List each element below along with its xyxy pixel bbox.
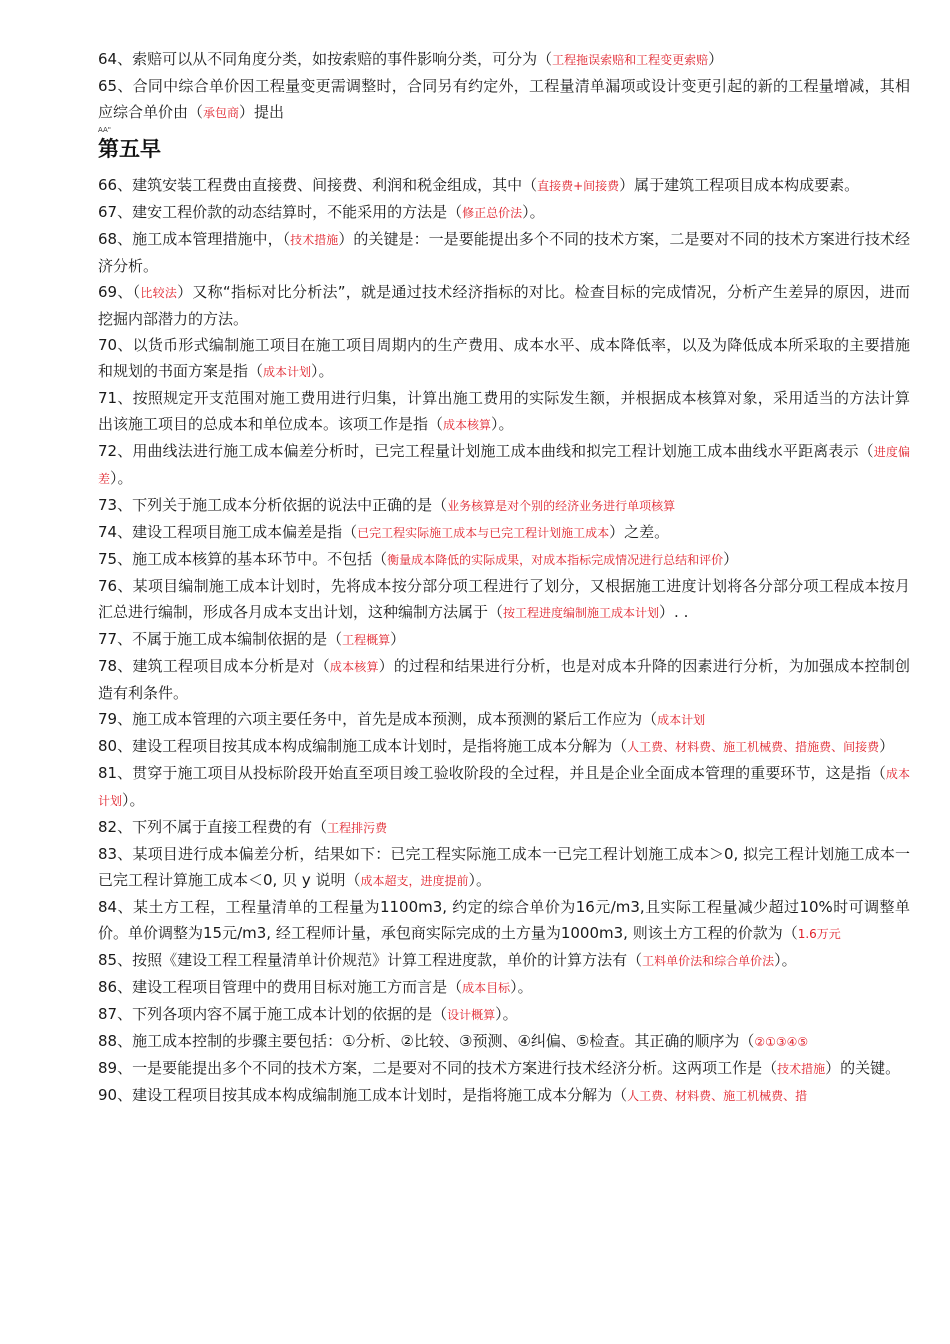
question-number: 74 [98,523,118,541]
question-number: 83 [98,845,118,863]
question-number: 65 [98,77,118,95]
question-number: 80 [98,737,118,755]
question-text: 、建安工程价款的动态结算时，不能采用的方法是（ [117,203,463,221]
answer-text: 衡量成本降低的实际成果，对成本指标完成情况进行总结和评价 [387,553,724,567]
answer-text: ②①③④⑤ [754,1035,809,1049]
question-number: 66 [98,176,118,194]
question-number: 71 [98,389,118,407]
answer-text: 比较法 [140,286,178,300]
question-number: 87 [98,1005,118,1023]
question-text-end: ）. . [659,603,689,621]
question-item [98,626,910,653]
question-number: 69 [98,283,118,301]
question-item [98,1001,910,1028]
question-item [98,974,910,1001]
answer-text: 成本计划 [263,365,312,379]
question-item [98,1055,910,1082]
question-text-end: ） [879,737,895,755]
question-text: 、施工成本管理的六项主要任务中，首先是成本预测，成本预测的紧后工作应为（ [117,710,658,728]
question-text-end: ）。 [468,871,492,889]
answer-text: 成本超支，进度提前 [360,874,469,888]
chapter-title: 第五早 [98,136,161,161]
answer-text: 成本核算 [443,418,492,432]
question-text: 、施工成本核算的基本环节中。不包括（ [117,550,388,568]
question-text: 、以货币形式编制施工项目在施工项目周期内的生产费用、成本水平、成本降低率，以及为降低成本所采取的主要措施和规划的书面方案是指（ [98,336,910,380]
question-text-end: ）。 [510,978,533,996]
question-item [98,172,910,199]
answer-text: 已完工程实际施工成本与已完工程计划施工成本 [357,526,610,540]
question-text: 、建设工程项目施工成本偏差是指（ [117,523,358,541]
question-text: 、下列关于施工成本分析依据的说法中正确的是（ [117,496,448,514]
answer-text: 人工费、材料费、施工机械费、措施费、间接费 [627,740,880,754]
question-text: 、用曲线法进行施工成本偏差分析时，已完工程量计划施工成本曲线和拟完工程计划施工成本曲线水平距离表示（ [117,442,874,460]
question-item [98,438,910,492]
question-item [98,653,910,706]
question-number: 68 [98,230,118,248]
question-number: 64 [98,50,118,68]
question-text-end: ） [708,50,724,68]
question-text-end: ）提出 [239,103,285,121]
question-item [98,46,910,73]
small-mark: AA" [98,126,111,134]
question-text-end: ）。 [491,415,514,433]
question-text: 、建设工程项目按其成本构成编制施工成本计划时，是指将施工成本分解为（ [117,1086,628,1104]
question-text-end: ）。 [522,203,545,221]
question-text: 、某项目编制施工成本计划时，先将成本按分部分项工程进行了划分，又根据施工进度计划将各分部分项工程成本按月汇总进行编制，形成各月成本支出计划，这种编制方法属于（ [98,577,910,621]
question-number: 73 [98,496,118,514]
question-text-end: ）又称“指标对比分析法”，就是通过技术经济指标的对比。检查目标的完成情况，分析产生差异的原因，进而挖掘内部潜力的方法。 [98,283,910,328]
answer-text: 按工程进度编制施工成本计划 [503,606,660,620]
answer-text: 成本目标 [462,981,511,995]
question-text: 、下列不属于直接工程费的有（ [117,818,328,836]
question-text: 、施工成本管理措施中，（ [117,230,291,248]
question-text: 、（ [117,283,141,301]
answer-text: 直接费+间接费 [537,179,620,193]
question-text: 、不属于施工成本编制依据的是（ [117,630,343,648]
answer-text: 成本计划 [657,713,706,727]
answer-text: 成本计划 [98,767,910,808]
question-text: 、施工成本控制的步骤主要包括：①分析、②比较、③预测、④纠偏、⑤检查。其正确的顺序为（ [117,1032,755,1050]
question-text: 、合同中综合单价因工程量变更需调整时，合同另有约定外，工程量清单漏项或设计变更引起的新的工程量增减，其相应综合单价由（ [98,77,910,121]
question-number: 78 [98,657,118,675]
question-text: 、某土方工程，工程量清单的工程量为1100m3, 约定的综合单价为16元/m3,且实际工程量减少超过10%时可调整单价。单价调整为15元/m3, 经工程师计量，承包商实际完成的土方量为1000m3, 则该土方工程的价款为（ [98,898,910,942]
question-item [98,492,910,519]
question-item [98,546,910,573]
answer-text: 工程拖误索赔和工程变更索赔 [552,53,709,67]
question-text: 、一是要能提出多个不同的技术方案，二是要对不同的技术方案进行技术经济分析。这两项工作是（ [117,1059,778,1077]
question-text: 、建设工程项目管理中的费用目标对施工方而言是（ [117,978,463,996]
question-item [98,279,910,332]
answer-text: 技术措施 [777,1062,826,1076]
question-text-end: ）。 [110,469,133,487]
question-number: 82 [98,818,118,836]
question-item [98,814,910,841]
question-item [98,841,910,894]
question-text: 、下列各项内容不属于施工成本计划的依据的是（ [117,1005,448,1023]
question-number: 86 [98,978,118,996]
question-item [98,573,910,626]
question-item [98,385,910,438]
question-text-end: ）。 [122,791,145,809]
question-text: 、贯穿于施工项目从投标阶段开始直至项目竣工验收阶段的全过程，并且是企业全面成本管理的重要环节，这是指（ [117,764,886,782]
question-text-end: ）。 [495,1005,518,1023]
question-text: 、按照规定开支范围对施工费用进行归集，计算出施工费用的实际发生额，并根据成本核算对象，采用适当的方法计算出该施工项目的总成本和单位成本。该项工作是指（ [98,389,910,433]
question-text: 、索赔可以从不同角度分类，如按索赔的事件影响分类，可分为（ [117,50,553,68]
question-text-end: ）之差。 [609,523,670,541]
question-item [98,332,910,385]
question-text-end: ）。 [311,362,334,380]
question-number: 75 [98,550,118,568]
answer-text: 工料单价法和综合单价法 [642,954,775,968]
answer-text: 成本核算 [329,660,379,674]
question-item [98,760,910,814]
question-number: 89 [98,1059,118,1077]
answer-text: 人工费、材料费、施工机械费、措 [627,1089,808,1103]
question-number: 90 [98,1086,118,1104]
question-item [98,199,910,226]
question-item [98,519,910,546]
answer-text: 承包商 [203,106,240,120]
question-number: 72 [98,442,118,460]
answer-text: 工程排污费 [327,821,388,835]
answer-text: 业务核算是对个别的经济业务进行单项核算 [447,499,676,513]
question-item [98,1028,910,1055]
question-item [98,894,910,947]
question-text: 、某项目进行成本偏差分析，结果如下：已完工程实际施工成本一已完工程计划施工成本＞0, 拟完工程计划施工成本一已完工程计算施工成本＜0, 贝 y 说明（ [98,845,910,889]
question-text: 、按照《建设工程工程量清单计价规范》计算工程进度款，单价的计算方法有（ [117,951,643,969]
question-list [98,172,910,1109]
question-item [98,706,910,733]
question-number: 70 [98,336,118,354]
question-text: 、建筑安装工程费由直接费、间接费、利润和税金组成，其中（ [117,176,538,194]
question-text-end: ）的关键是：一是要能提出多个不同的技术方案，二是要对不同的技术方案进行技术经济分析。 [98,230,910,275]
question-number: 67 [98,203,118,221]
question-text-end: ）属于建筑工程项目成本构成要素。 [619,176,860,194]
question-number: 84 [98,898,118,916]
question-text-end: ）。 [774,951,797,969]
answer-text: 工程概算 [342,633,391,647]
question-item [98,1082,910,1109]
question-item [98,733,910,760]
question-text-end: ） [723,550,739,568]
answer-text: 1.6万元 [797,927,841,941]
question-item [98,947,910,974]
question-text: 、建筑工程项目成本分析是对（ [117,657,330,675]
answer-text: 设计概算 [447,1008,496,1022]
question-item [98,73,910,126]
question-number: 79 [98,710,118,728]
question-number: 88 [98,1032,118,1050]
question-text-end: ） [390,630,406,648]
questions-before-chapter [98,46,910,126]
answer-text: 修正总价法 [462,206,523,220]
question-text-end: ）的过程和结果进行分析，也是对成本升降的因素进行分析，为加强成本控制创造有利条件。 [98,657,910,702]
question-text: 、建设工程项目按其成本构成编制施工成本计划时，是指将施工成本分解为（ [117,737,628,755]
question-number: 81 [98,764,118,782]
question-item [98,226,910,279]
question-text-end: ）的关键。 [825,1059,901,1077]
question-number: 76 [98,577,118,595]
answer-text: 技术措施 [290,233,339,247]
answer-text: 进度偏差 [98,445,910,486]
question-number: 77 [98,630,118,648]
document-page [98,46,910,1109]
question-number: 85 [98,951,118,969]
